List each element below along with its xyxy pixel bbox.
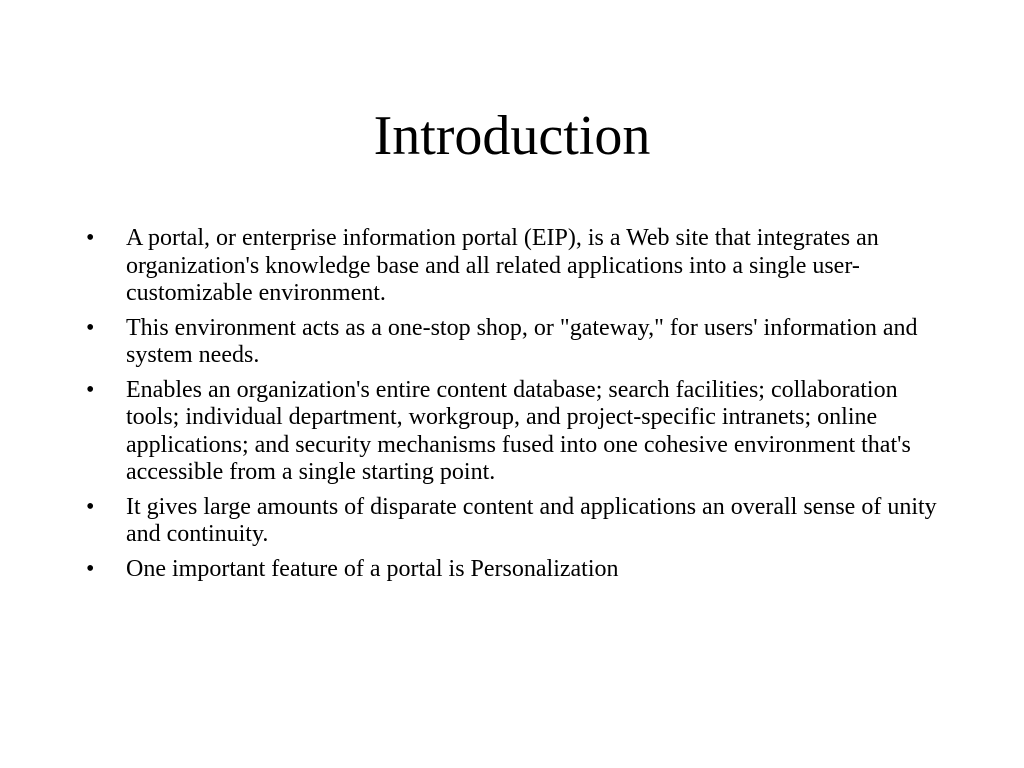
bullet-text: One important feature of a portal is Personalization xyxy=(126,555,619,582)
bullet-marker: • xyxy=(86,493,95,520)
bullet-list xyxy=(86,225,946,590)
bullet-item-5 xyxy=(86,556,946,584)
bullet-text: This environment acts as a one-stop shop, or "gateway," for users' information and system needs. xyxy=(126,314,918,368)
bullet-marker: • xyxy=(86,314,95,341)
bullet-text: A portal, or enterprise information portal (EIP), is a Web site that integrates an organization's knowledge base and all related applications into a single user-customizable environment. xyxy=(126,225,879,306)
bullet-text: Enables an organization's entire content database; search facilities; collaboration tools; individual department, workgroup, and project-specific intranets; online applications; and security mechanisms fused into one cohesive environment that's accessible from a single starting point. xyxy=(126,376,911,485)
bullet-item-2 xyxy=(86,315,946,370)
bullet-marker: • xyxy=(86,376,95,403)
bullet-item-3 xyxy=(86,377,946,487)
bullet-item-1 xyxy=(86,225,946,308)
slide-title: Introduction xyxy=(373,105,651,167)
bullet-marker: • xyxy=(86,555,95,582)
bullet-item-4 xyxy=(86,494,946,549)
bullet-marker: • xyxy=(86,225,95,251)
bullet-text: It gives large amounts of disparate content and applications an overall sense of unity and continuity. xyxy=(126,493,937,547)
